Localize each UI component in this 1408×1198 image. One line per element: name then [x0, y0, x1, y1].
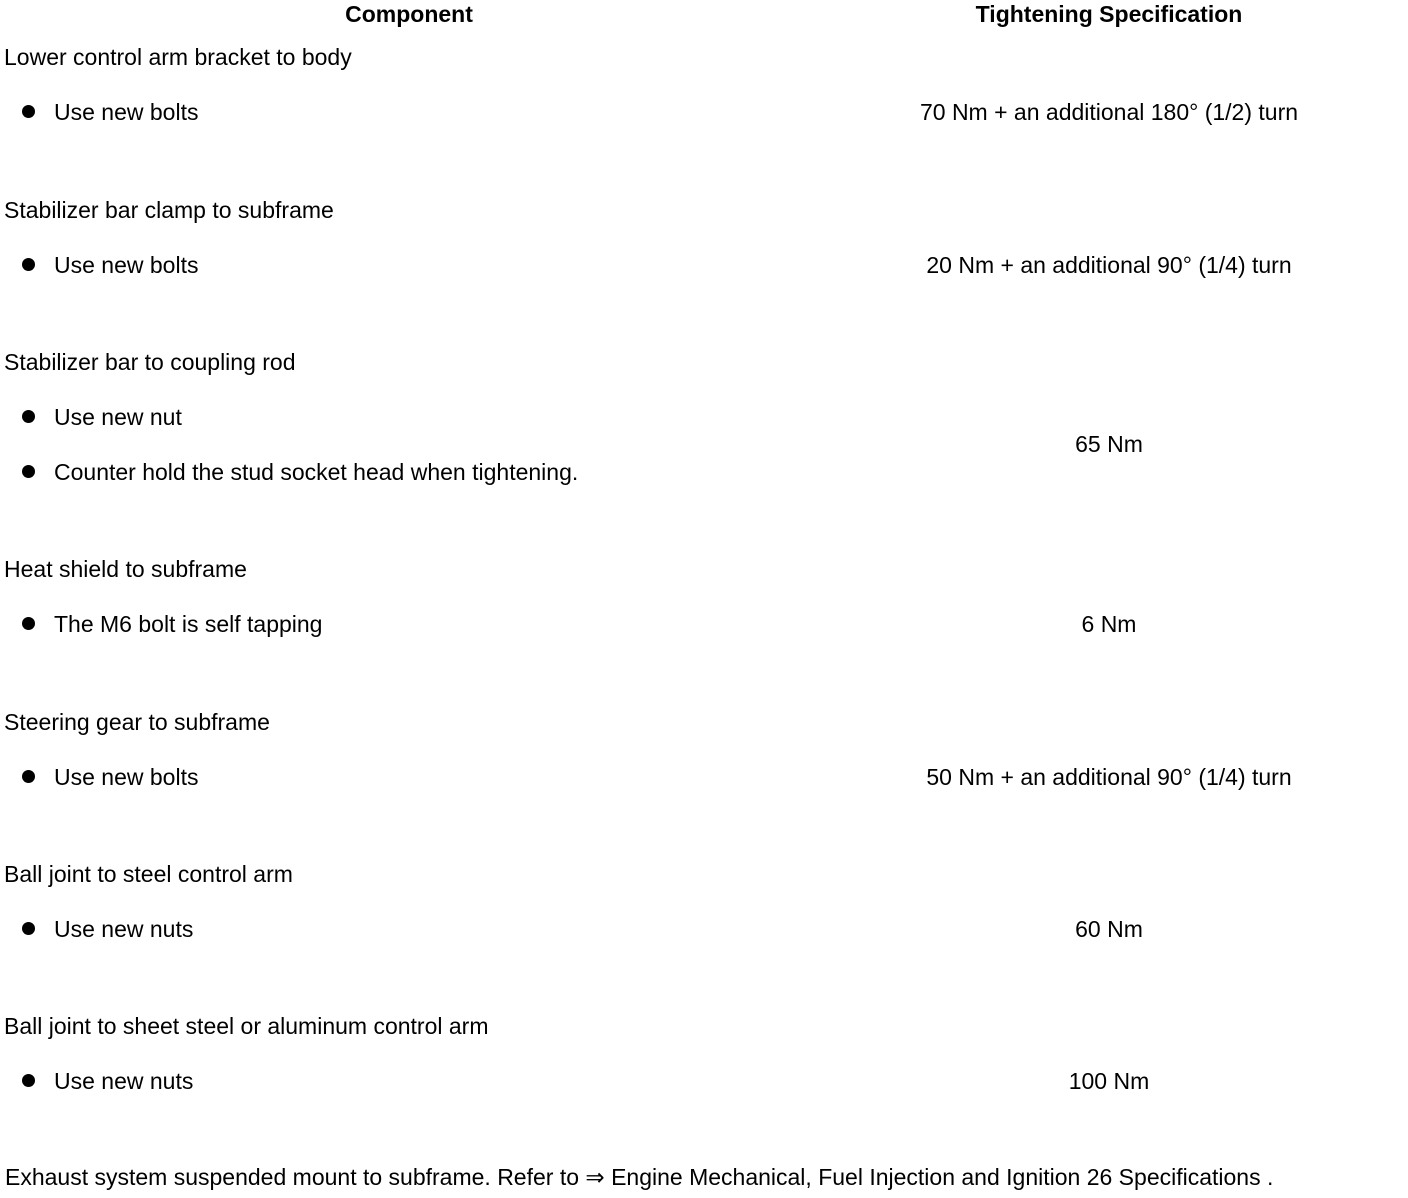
bullet-icon — [22, 465, 35, 478]
bullet-icon — [22, 105, 35, 118]
row-note: Use new nuts — [54, 916, 194, 942]
row-specification: 6 Nm — [1081, 611, 1137, 637]
exhaust-mount-reference — [5, 1166, 1273, 1190]
bullet-icon — [22, 617, 35, 630]
row-note: Use new bolts — [54, 99, 199, 125]
reference-text: Exhaust system suspended mount to subframe. Refer to — [5, 1164, 586, 1190]
arrow-right-icon: ⇒ — [585, 1165, 605, 1191]
bullet-icon — [22, 1074, 35, 1087]
row-note: Counter hold the stud socket head when tightening. — [54, 459, 579, 485]
component-column-header: Component — [345, 1, 473, 27]
row-component-title: Stabilizer bar clamp to subframe — [4, 197, 334, 223]
row-component-title: Heat shield to subframe — [4, 556, 247, 582]
row-note: Use new nuts — [54, 1068, 194, 1094]
row-specification: 100 Nm — [1068, 1068, 1150, 1094]
row-specification: 50 Nm + an additional 90° (1/4) turn — [926, 764, 1292, 790]
row-note: Use new bolts — [54, 764, 199, 790]
row-note: The M6 bolt is self tapping — [54, 611, 323, 637]
bullet-icon — [22, 410, 35, 423]
bullet-icon — [22, 258, 35, 271]
specifications-link[interactable]: Engine Mechanical, Fuel Injection and Ignition 26 Specifications — [604, 1164, 1261, 1190]
row-component-title: Steering gear to subframe — [4, 709, 270, 735]
row-specification: 20 Nm + an additional 90° (1/4) turn — [926, 252, 1292, 278]
row-specification: 65 Nm — [1075, 431, 1143, 457]
row-component-title: Ball joint to steel control arm — [4, 861, 293, 887]
row-component-title: Ball joint to sheet steel or aluminum control arm — [4, 1013, 489, 1039]
row-specification: 70 Nm + an additional 180° (1/2) turn — [919, 99, 1299, 125]
row-note: Use new bolts — [54, 252, 199, 278]
bullet-icon — [22, 922, 35, 935]
bullet-icon — [22, 770, 35, 783]
reference-end-text: . — [1260, 1164, 1274, 1190]
specification-column-header: Tightening Specification — [975, 1, 1243, 27]
row-specification: 60 Nm — [1075, 916, 1143, 942]
row-component-title: Stabilizer bar to coupling rod — [4, 349, 296, 375]
row-note: Use new nut — [54, 404, 182, 430]
row-component-title: Lower control arm bracket to body — [4, 44, 352, 70]
